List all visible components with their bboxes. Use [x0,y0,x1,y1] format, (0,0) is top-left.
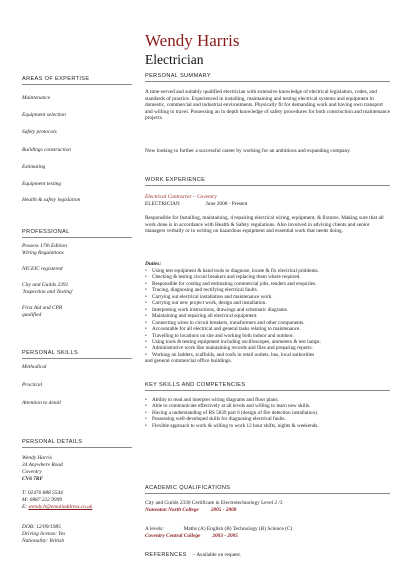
key-skill-item: • Able to communicate effectively at all levels and willing to learn new skills. [145,403,390,409]
expertise-item: Equipment selection [22,112,66,118]
duties-label: Duties: [145,261,162,267]
skills-item: Practical [22,382,43,388]
email-link[interactable]: wendy.h@emailaddress.co.uk [28,504,93,510]
details-heading: PERSONAL DETAILS [22,439,83,445]
references-label: REFERENCES [145,552,187,558]
duty-item: • Working on ladders, scaffolds, and roofs in retail outlets, bus, local authorities [145,352,390,358]
skills-rule [22,358,132,359]
date-of-birth: DOB: 12/09/1985 [22,524,61,530]
professional-item: City and Guilds 2391 'Inspection and Testing' [22,282,73,295]
key-skill-item: • Flexible approach to work & willing to work 12 hour shifts, nights & weekends. [145,423,390,429]
driving-license: Driving license: Yes [22,531,66,537]
role-title: ELECTRICIAN [145,201,180,207]
phone-number: T: 02476 888 5544 [22,490,63,496]
key-skill-item: • Ability to read and interpret wiring diagrams and floor plans. [145,397,390,403]
professional-item: First Aid and CPR qualified [22,305,63,318]
professional-item: NICEIC registered [22,266,63,272]
duty-item: • Travelling to locations on site and working both indoor and outdoor. [145,333,390,339]
details-rule [22,447,132,448]
duty-item: • Responsible for costing and estimating commercial jobs, tenders and enquiries. [145,281,390,287]
expertise-item: Health & safety legislation [22,197,81,203]
expertise-item: Safety protocols [22,129,57,135]
duty-item: • Checking & testing circuit breakers and replacing them where required. [145,274,390,280]
role-dates: June 2008 - Present [205,201,248,207]
key-skills-list [145,397,390,429]
duties-list [145,268,390,358]
qualifications-rule [145,493,390,494]
skills-heading: PERSONAL SKILLS [22,350,79,356]
experience-rule [145,185,390,186]
skills-item: Attention to detail [22,400,61,406]
details-address: Wendy Harris 34 Anywhere Road Coventry CV6 7RF [22,455,63,482]
key-skills-heading: KEY SKILLS AND COMPETENCIES [145,382,246,388]
key-skills-rule [145,390,390,391]
duty-item: • Using test equipment & hand tools to diagnose, locate & fix electrical problems. [145,268,390,274]
job-title: Electrician [145,52,204,67]
professional-item: Possess 17th Edition Wiring Regulations [22,243,67,256]
summary-rule [145,81,390,82]
references-text: – Available on request. [192,552,242,558]
expertise-heading: AREAS OF EXPERTISE [22,76,90,82]
references-line [145,552,390,559]
duty-item: • Accountable for all electrical and general tasks relating to maintenance. [145,326,390,332]
duty-item: • Tracing, diagnosing and rectifying electrical faults. [145,287,390,293]
key-skill-item: • Having a understanding of BS 5839 part 6 (design of fire detection installation). [145,410,390,416]
duty-item: • Carrying out new project work, design and installation. [145,300,390,306]
qualification-2: A levels: Maths (A) English (B) Technology (B) Science (C) [145,526,293,532]
duty-item: • Administrative work like maintaining records and files and preparing reports. [145,345,390,351]
employer: Electrical Contractor – Coventry [145,194,217,200]
qualifications-heading: ACADEMIC QUALIFICATIONS [145,485,231,491]
qualification-1: City and Guilds 2330 Certificate in Electrotechnology Level 2 /3 [145,500,283,506]
duty-item: • Maintaining and repairing all electrical equipment. [145,313,390,319]
expertise-item: Estimating [22,164,46,170]
key-skill-item: • Possessing well-developed skills for diagnosing electrical faults. [145,416,390,422]
professional-rule [22,237,132,238]
details-personal [22,524,132,545]
qualification-2-place: Coventry Central College 2003 - 2005 [145,533,238,539]
duties-tail: and general commercial office buildings. [145,358,232,364]
duty-item: • Interpreting work instructions, drawings and schematic diagrams. [145,307,390,313]
candidate-name: Wendy Harris [145,31,240,50]
experience-heading: WORK EXPERIENCE [145,177,206,183]
duty-item: • Carrying out electrical installation and maintenance work. [145,294,390,300]
duty-item: • Using tools & testing equipment including oscilloscopes, ammeters & test lamps. [145,339,390,345]
duty-item: • Connecting wires to circuit breakers, transformers and other components. [145,320,390,326]
role-description: Responsible for Installing, maintaining, d repairing electrical wiring, equipment, & fixtures. Making sure that all work done is in accordance with Health & Safety regulations. Also involved in advising clients and senior managers verbally or in writing on hazardous equipment and essential work that needs doing. [145,215,384,235]
expertise-item: Equipment testing [22,181,62,187]
nationality: Nationality: British [22,538,65,544]
summary-heading: PERSONAL SUMMARY [145,73,211,79]
summary-paragraph: A time-served and suitably qualified electrician with extensive knowledge of electrical legislation, codes, and standards of practice. Experienced in installing, maintaining and testing electrical systems and equipment in domestic, commercial and industrial environments. Physically fit for demanding work and having own transport and willing to travel. Possessing an in depth knowledge of safety procedures for both construction and maintenance projects. [145,89,390,122]
professional-heading: PROFESSIONAL [22,229,70,235]
summary-paragraph: Now looking to further a successful career by working for an ambitious and expanding company. [145,148,351,154]
expertise-item: Buildings construction [22,147,71,153]
details-contact: T: 02476 888 5544 M: 0887 222 9999 E: wendy.h@emailaddress.co.uk [22,490,132,511]
skills-item: Methodical [22,364,47,370]
role-line [145,201,390,208]
expertise-rule [22,84,132,85]
qualification-1-place: Nuneaton North College 2005 - 2008 [145,507,237,513]
mobile-number: M: 0887 222 9999 [22,497,62,503]
expertise-item: Maintenance [22,95,51,101]
